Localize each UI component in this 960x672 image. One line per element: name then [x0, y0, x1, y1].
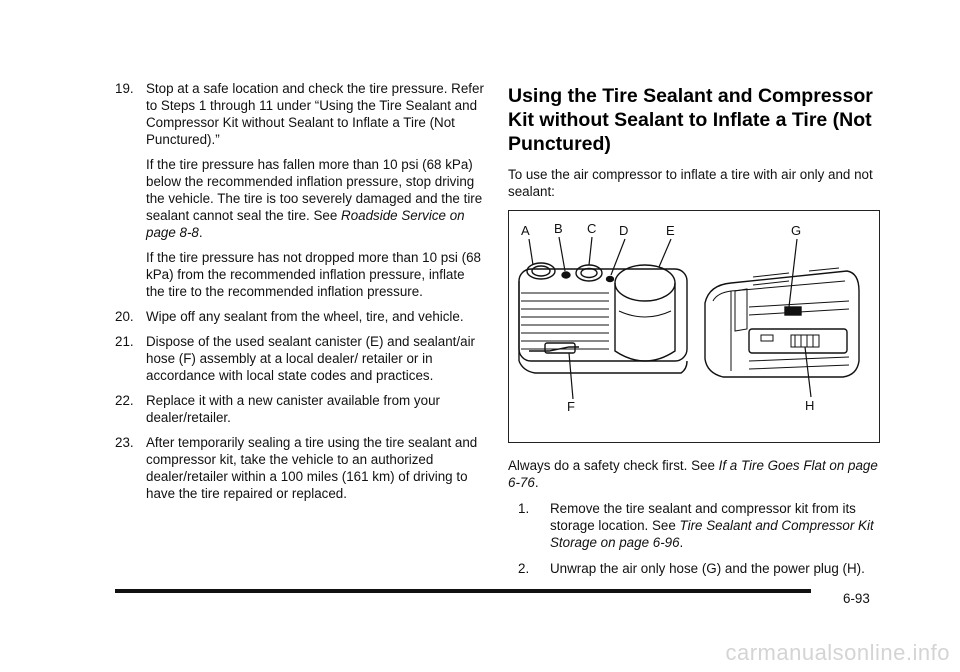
step-number: 19.	[115, 81, 134, 96]
right-column	[508, 80, 880, 586]
dial-c	[576, 265, 602, 281]
step-text: If the tire pressure has not dropped more than 10 psi (68 kPa) from the recommended inflation pressure, inflate the tire to the recommended inflation pressure.	[146, 250, 481, 299]
label-b: B	[554, 221, 563, 236]
step-text: After temporarily sealing a tire using the tire sealant and compressor kit, take the vehicle to an authorized dealer/retailer within a 100 miles (161 km) of driving to have the tire repaired or replaced.	[146, 435, 478, 501]
step-number: 22.	[115, 393, 134, 408]
step-text: Unwrap the air only hose (G) and the power plug (H).	[550, 561, 865, 576]
watermark: carmanualsonline.info	[725, 640, 950, 665]
footer-rule	[115, 589, 811, 593]
step-21	[115, 333, 485, 384]
page-number: 6-93	[843, 591, 870, 606]
compressor-kit-drawing	[509, 211, 879, 442]
step-text: Stop at a safe location and check the tire pressure. Refer to Steps 1 through 11 under “Using the Tire Sealant and Compressor Kit without Sealant to Inflate a Tire (Not Punctured).”	[146, 81, 484, 147]
step-number: 23.	[115, 435, 134, 450]
step-1: 1. Remove the tire sealant and compressor kit from its storage location. See Tire Sealant and Compressor Kit Storage on page 6-96.	[518, 501, 874, 550]
step-number: 20.	[115, 309, 134, 324]
sealant-canister	[615, 265, 675, 301]
cross-reference[interactable]: If a Tire Goes Flat on page 6-76	[508, 458, 878, 490]
section-heading: Using the Tire Sealant and Compressor Kit without Sealant to Inflate a Tire (Not Punctured)	[508, 85, 873, 155]
cross-reference[interactable]: Roadside Service on page 8-8	[146, 208, 465, 240]
step-22	[115, 392, 485, 426]
safety-check-text: Always do a safety check first. See If a Tire Goes Flat on page 6-76.	[508, 458, 878, 490]
compressor-kit-illustration	[508, 210, 880, 443]
step-2	[518, 560, 880, 577]
label-h: H	[805, 398, 815, 413]
step-text: Replace it with a new canister available from your dealer/retailer.	[146, 393, 440, 425]
label-f: F	[567, 399, 575, 414]
step-number: 2.	[518, 561, 530, 576]
step-23	[115, 434, 485, 502]
left-column	[115, 80, 485, 510]
step-text: Dispose of the used sealant canister (E) and sealant/air hose (F) assembly at a local dealer/ retailer or in accordance with local state codes and practices.	[146, 334, 475, 383]
label-a: A	[521, 223, 530, 238]
step-text: If the tire pressure has fallen more than 10 psi (68 kPa) below the recommended inflation pressure, stop driving the vehicle. The tire is too severely damaged and the tire sealant cannot seal the tire. See Roadside Service on page 8-8.	[146, 157, 483, 240]
label-d: D	[619, 223, 629, 238]
step-number: 21.	[115, 334, 134, 349]
step-19	[115, 80, 485, 300]
label-e: E	[666, 223, 675, 238]
label-c: C	[587, 221, 597, 236]
label-g: G	[791, 223, 802, 238]
intro-text: To use the air compressor to inflate a tire with air only and not sealant:	[508, 167, 873, 199]
air-hose	[785, 307, 801, 315]
cross-reference[interactable]: Tire Sealant and Compressor Kit Storage on page 6-96	[550, 518, 874, 550]
step-number: 1.	[518, 501, 530, 516]
step-20	[115, 308, 485, 325]
step-text: Wipe off any sealant from the wheel, tire, and vehicle.	[146, 309, 464, 324]
step-text: Remove the tire sealant and compressor kit from its storage location. See	[550, 501, 856, 533]
